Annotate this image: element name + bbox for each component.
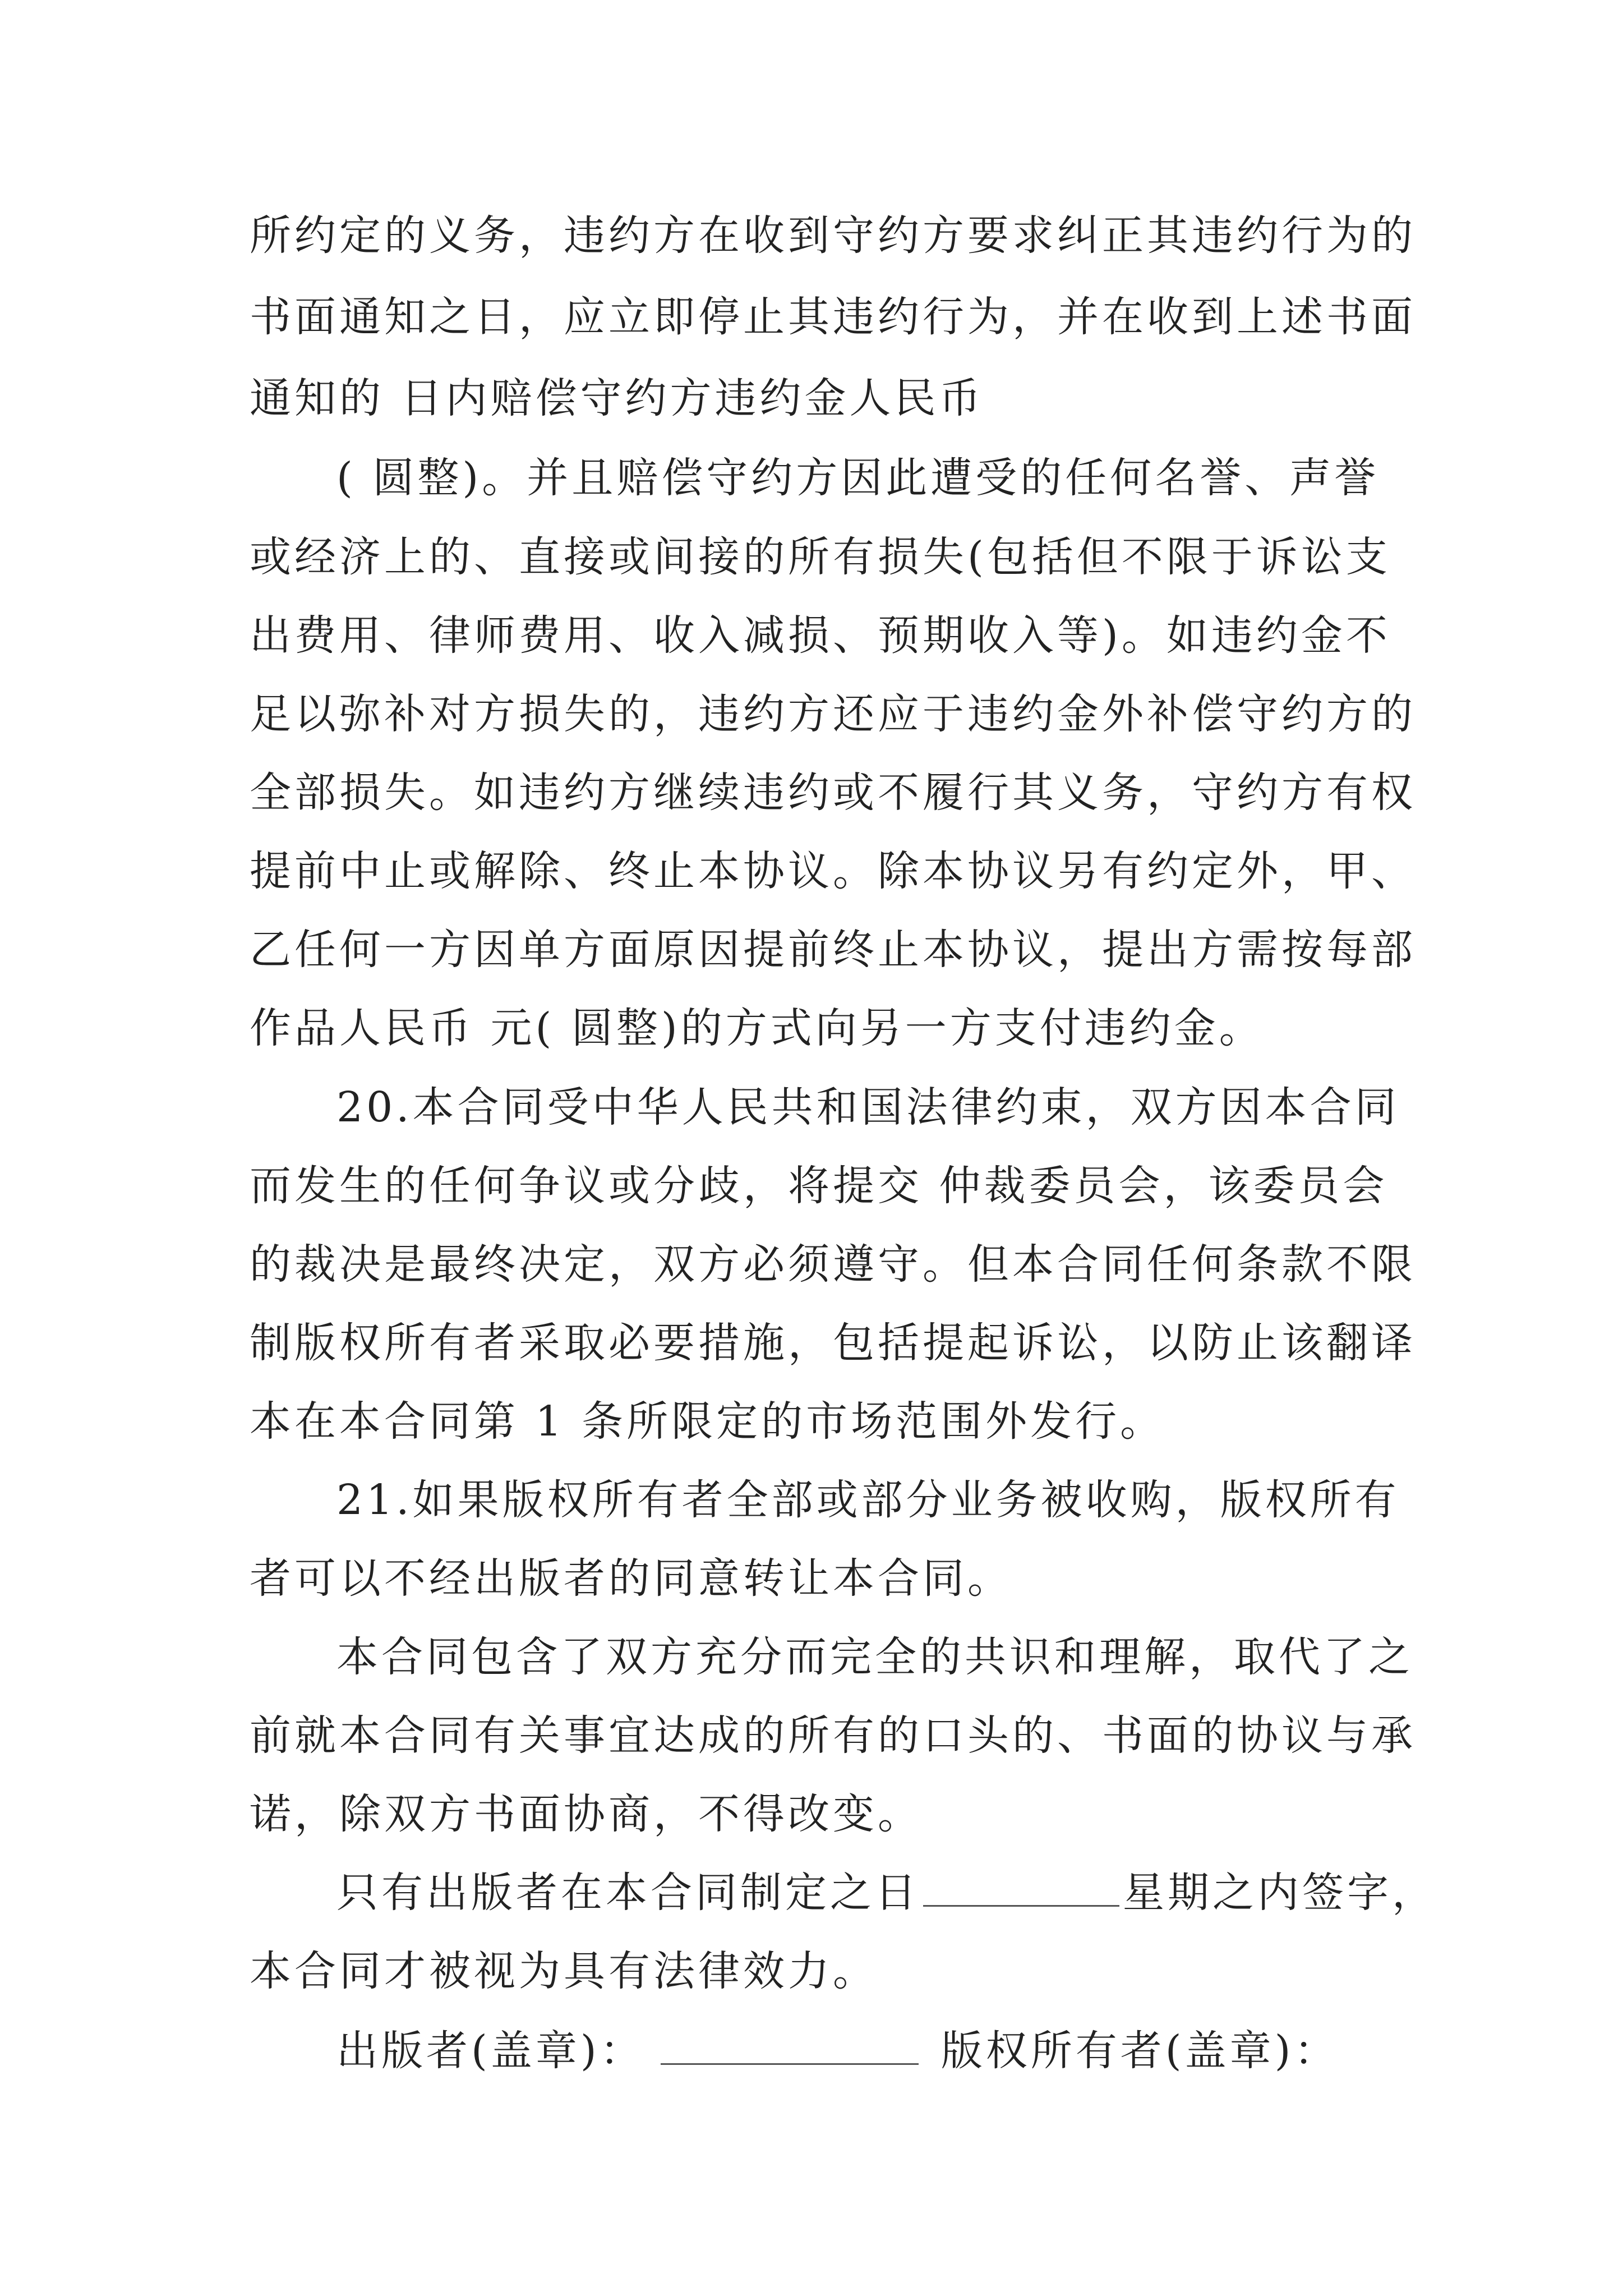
validity-text-before: 只有出版者在本合同制定之日 xyxy=(336,1869,920,1917)
clause-21-line: 21.如果版权所有者全部或部分业务被收购，版权所有 xyxy=(336,1476,1400,1524)
text-line: 书面通知之日，应立即停止其违约行为，并在收到上述书面 xyxy=(250,293,1416,341)
text-line: 提前中止或解除、终止本协议。除本协议另有约定外，甲、 xyxy=(250,847,1416,895)
signature-line xyxy=(336,2023,1339,2079)
text-line: 足以弥补对方损失的，违约方还应于违约金外补偿守约方的 xyxy=(250,690,1416,738)
text-line: 作品人民币 元( 圆整)的方式向另一方支付违约金。 xyxy=(250,1004,1264,1052)
validity-line xyxy=(336,1865,1437,1921)
text-line: ( 圆整)。并且赔偿守约方因此遭受的任何名誉、声誉 xyxy=(336,454,1380,502)
publisher-seal-blank xyxy=(661,2024,919,2065)
text-line: 而发生的任何争议或分歧，将提交 仲裁委员会，该委员会 xyxy=(250,1162,1388,1210)
copyright-owner-seal-label: 版权所有者(盖章)： xyxy=(940,2027,1339,2075)
text-line: 乙任何一方因单方面原因提前终止本协议，提出方需按每部 xyxy=(250,926,1416,974)
text-line: 全部损失。如违约方继续违约或不履行其义务，守约方有权 xyxy=(250,769,1416,817)
publisher-seal-label: 出版者(盖章)： xyxy=(336,2027,645,2075)
text-line: 本合同包含了双方充分而完全的共识和理解，取代了之 xyxy=(336,1633,1413,1681)
text-line: 制版权所有者采取必要措施，包括提起诉讼，以防止该翻译 xyxy=(250,1319,1416,1367)
text-line: 本在本合同第 1 条所限定的市场范围外发行。 xyxy=(250,1397,1165,1446)
clause-20-line: 20.本合同受中华人民共和国法律约束，双方因本合同 xyxy=(336,1083,1400,1131)
text-line: 所约定的义务，违约方在收到守约方要求纠正其违约行为的 xyxy=(250,211,1416,260)
text-line: 诺，除双方书面协商，不得改变。 xyxy=(250,1790,923,1838)
text-line: 前就本合同有关事宜达成的所有的口头的、书面的协议与承 xyxy=(250,1711,1416,1760)
text-line: 者可以不经出版者的同意转让本合同。 xyxy=(250,1554,1012,1603)
text-line: 的裁决是最终决定，双方必须遵守。但本合同任何条款不限 xyxy=(250,1240,1416,1289)
text-line: 本合同才被视为具有法律效力。 xyxy=(250,1947,878,1995)
weeks-blank xyxy=(923,1866,1119,1907)
validity-text-after: 星期之内签字， xyxy=(1123,1869,1437,1917)
text-line: 出费用、律师费用、收入减损、预期收入等)。如违约金不 xyxy=(250,611,1391,660)
text-line: 或经济上的、直接或间接的所有损失(包括但不限于诉讼支 xyxy=(250,533,1391,581)
text-line: 通知的 日内赔偿守约方违约金人民币 xyxy=(250,374,984,422)
